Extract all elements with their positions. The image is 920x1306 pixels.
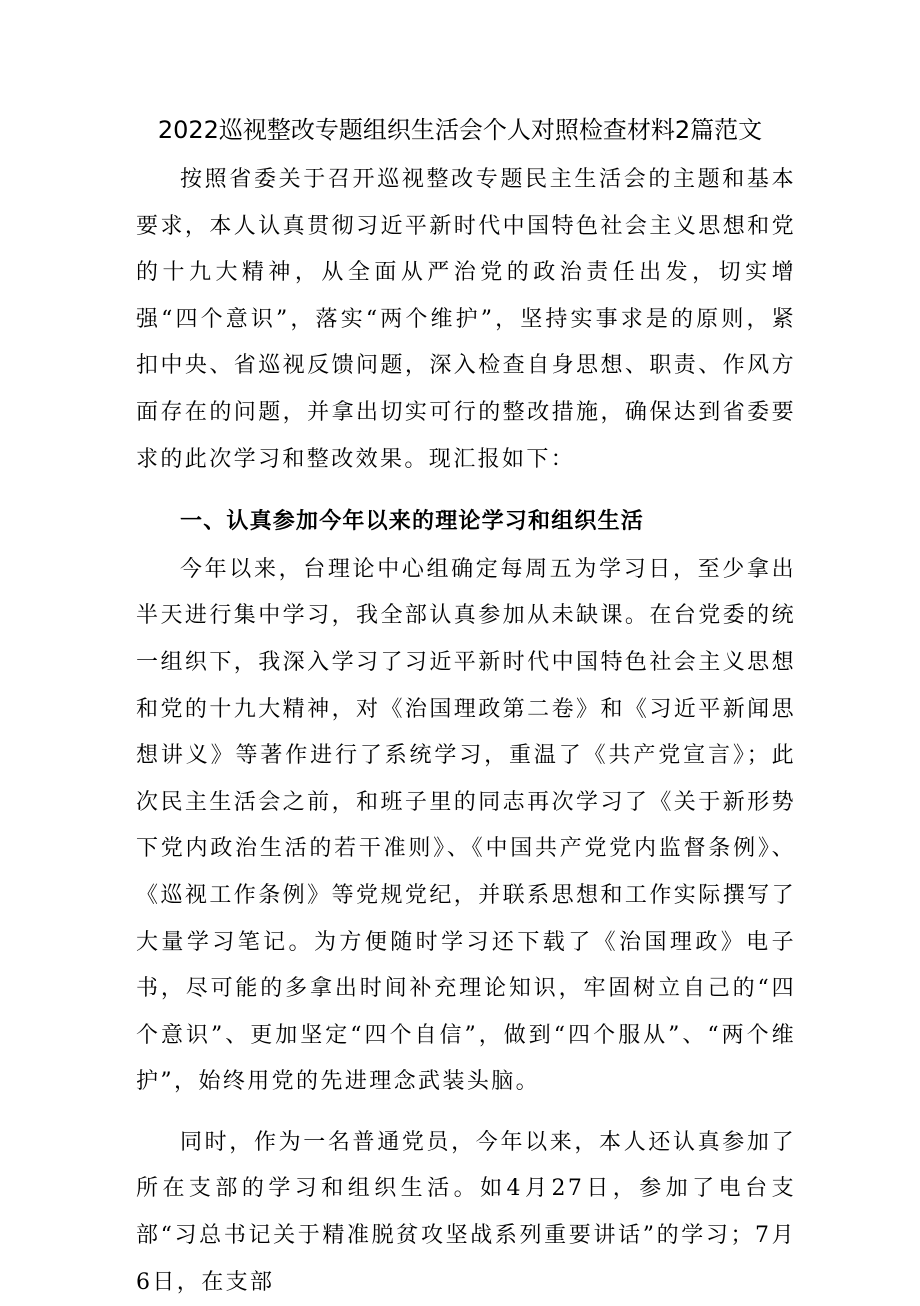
document-title: 2022巡视整改专题组织生活会个人对照检查材料2篇范文: [157, 116, 763, 144]
section-paragraph: 同时，作为一名普通党员，今年以来，本人还认真参加了所在支部的学习和组织生活。如4月27日，参加了电台支部“习总书记关于精准脱贫攻坚战系列重要讲话”的学习；7月6日，在支部: [136, 1129, 796, 1295]
document-body: [136, 157, 796, 1306]
section-paragraph: 今年以来，台理论中心组确定每周五为学习日，至少拿出半天进行集中学习，我全部认真参加从未缺课。在台党委的统一组织下，我深入学习了习近平新时代中国特色社会主义思想和党的十九大精神，对《治国理政第二卷》和《习近平新闻思想讲义》等著作进行了系统学习，重温了《共产党宣言》；此次民主生活会之前，和班子里的同志再次学习了《关于新形势下党内政治生活的若干准则》、《中国共产党党内监督条例》、《巡视工作条例》等党规党纪，并联系思想和工作实际撰写了大量学习笔记。为方便随时学习还下载了《治国理政》电子书，尽可能的多拿出时间补充理论知识，牢固树立自己的“四个意识”、更加坚定“四个自信”，做到“四个服从”、“两个维护”，始终用党的先进理念武装头脑。: [136, 556, 796, 1095]
intro-paragraph: 按照省委关于召开巡视整改专题民主生活会的主题和基本要求，本人认真贯彻习近平新时代中国特色社会主义思想和党的十九大精神，从全面从严治党的政治责任出发，切实增强“四个意识”，落实“两个维护”，坚持实事求是的原则，紧扣中央、省巡视反馈问题，深入检查自身思想、职责、作风方面存在的问题，并拿出切实可行的整改措施，确保达到省委要求的此次学习和整改效果。现汇报如下：: [136, 167, 796, 472]
section-heading: 一、认真参加今年以来的理论学习和组织生活: [180, 508, 645, 535]
